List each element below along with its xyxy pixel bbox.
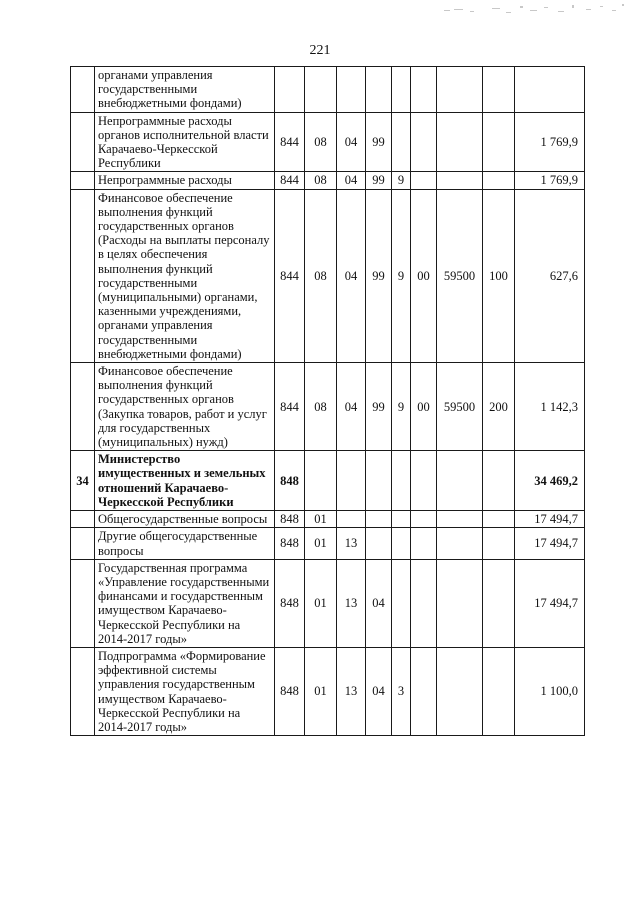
amount-cell: 1 769,9 <box>515 112 585 172</box>
row-index <box>71 189 95 362</box>
table-row <box>71 189 585 362</box>
row-index: 34 <box>71 451 95 511</box>
expense-type-code <box>483 647 515 735</box>
subsection-code: 13 <box>337 647 366 735</box>
ministry-code: 848 <box>275 451 305 511</box>
table-row <box>71 112 585 172</box>
section-code: 08 <box>305 189 337 362</box>
expense-code: 59500 <box>437 363 483 451</box>
direction-code <box>411 511 437 528</box>
subsection-code: 04 <box>337 363 366 451</box>
subsection-code <box>337 67 366 113</box>
subprogram-code <box>392 511 411 528</box>
direction-code <box>411 67 437 113</box>
expense-code <box>437 451 483 511</box>
direction-code <box>411 559 437 647</box>
direction-code: 00 <box>411 189 437 362</box>
amount-cell: 1 100,0 <box>515 647 585 735</box>
subsection-code: 04 <box>337 172 366 189</box>
subsection-code <box>337 511 366 528</box>
subsection-code: 13 <box>337 559 366 647</box>
subprogram-code <box>392 451 411 511</box>
row-name: Финансовое обеспечение выполнения функций государственных органов (Закупка товаров, работ и услуг для государственных (муниципальных) нужд) <box>95 363 275 451</box>
expense-type-code <box>483 528 515 559</box>
row-index <box>71 67 95 113</box>
subprogram-code: 3 <box>392 647 411 735</box>
expense-type-code <box>483 511 515 528</box>
program-code: 99 <box>366 363 392 451</box>
amount-cell: 1 769,9 <box>515 172 585 189</box>
direction-code: 00 <box>411 363 437 451</box>
row-index <box>71 112 95 172</box>
program-code: 04 <box>366 559 392 647</box>
subprogram-code <box>392 559 411 647</box>
section-code: 08 <box>305 112 337 172</box>
section-code <box>305 67 337 113</box>
row-name: Непрограммные расходы органов исполнительной власти Карачаево-Черкесской Республики <box>95 112 275 172</box>
table-row <box>71 511 585 528</box>
program-code: 99 <box>366 189 392 362</box>
program-code <box>366 451 392 511</box>
table-body <box>71 67 585 736</box>
direction-code <box>411 647 437 735</box>
subprogram-code <box>392 67 411 113</box>
table-row <box>71 67 585 113</box>
section-code: 08 <box>305 172 337 189</box>
expense-type-code <box>483 112 515 172</box>
row-name: Непрограммные расходы <box>95 172 275 189</box>
row-name: Финансовое обеспечение выполнения функций государственных органов (Расходы на выплаты персоналу в целях обеспечения выполнения функций государственными (муниципальными) органами, казенными учреждениями, органами управления государственными внебюджетными фондами) <box>95 189 275 362</box>
row-name: Общегосударственные вопросы <box>95 511 275 528</box>
expense-type-code: 200 <box>483 363 515 451</box>
page-number: 221 <box>309 43 331 58</box>
subprogram-code: 9 <box>392 363 411 451</box>
ministry-code: 844 <box>275 189 305 362</box>
row-index <box>71 528 95 559</box>
direction-code <box>411 112 437 172</box>
expense-code <box>437 67 483 113</box>
direction-code <box>411 451 437 511</box>
row-name: органами управления государственными внебюджетными фондами) <box>95 67 275 113</box>
table-row <box>71 451 585 511</box>
ministry-code: 844 <box>275 112 305 172</box>
amount-cell: 627,6 <box>515 189 585 362</box>
subsection-code: 13 <box>337 528 366 559</box>
amount-cell: 17 494,7 <box>515 528 585 559</box>
section-code: 08 <box>305 363 337 451</box>
direction-code <box>411 528 437 559</box>
expense-type-code <box>483 559 515 647</box>
table-row <box>71 647 585 735</box>
subprogram-code: 9 <box>392 189 411 362</box>
subprogram-code <box>392 112 411 172</box>
section-code: 01 <box>305 511 337 528</box>
program-code: 99 <box>366 112 392 172</box>
amount-cell: 1 142,3 <box>515 363 585 451</box>
expense-type-code <box>483 172 515 189</box>
program-code <box>366 67 392 113</box>
table-row <box>71 172 585 189</box>
table-row <box>71 363 585 451</box>
amount-cell: 17 494,7 <box>515 559 585 647</box>
section-code: 01 <box>305 559 337 647</box>
expense-code <box>437 528 483 559</box>
ministry-code <box>275 67 305 113</box>
expense-code: 59500 <box>437 189 483 362</box>
section-code <box>305 451 337 511</box>
ministry-code: 844 <box>275 172 305 189</box>
row-name: Государственная программа «Управление государственными финансами и государственным имуществом Карачаево-Черкесской Республики на 2014-2017 годы» <box>95 559 275 647</box>
section-code: 01 <box>305 647 337 735</box>
expense-type-code <box>483 67 515 113</box>
expense-code <box>437 647 483 735</box>
table-row <box>71 528 585 559</box>
ministry-code: 848 <box>275 511 305 528</box>
table-row <box>71 559 585 647</box>
expense-type-code: 100 <box>483 189 515 362</box>
row-index <box>71 647 95 735</box>
row-name: Подпрограмма «Формирование эффективной системы управления государственным имуществом Карачаево-Черкесской Республики на 2014-2017 годы» <box>95 647 275 735</box>
program-code: 99 <box>366 172 392 189</box>
row-index <box>71 511 95 528</box>
program-code: 04 <box>366 647 392 735</box>
expense-code <box>437 172 483 189</box>
program-code <box>366 511 392 528</box>
section-code: 01 <box>305 528 337 559</box>
direction-code <box>411 172 437 189</box>
subsection-code <box>337 451 366 511</box>
expense-code <box>437 511 483 528</box>
amount-cell: 34 469,2 <box>515 451 585 511</box>
ministry-code: 848 <box>275 647 305 735</box>
amount-cell: 17 494,7 <box>515 511 585 528</box>
row-index <box>71 363 95 451</box>
budget-table <box>70 66 585 736</box>
ministry-code: 844 <box>275 363 305 451</box>
expense-code <box>437 559 483 647</box>
row-name: Министерство имущественных и земельных отношений Карачаево-Черкесской Республики <box>95 451 275 511</box>
program-code <box>366 528 392 559</box>
amount-cell <box>515 67 585 113</box>
row-index <box>71 172 95 189</box>
ministry-code: 848 <box>275 528 305 559</box>
subprogram-code <box>392 528 411 559</box>
subsection-code: 04 <box>337 112 366 172</box>
row-name: Другие общегосударственные вопросы <box>95 528 275 559</box>
expense-code <box>437 112 483 172</box>
expense-type-code <box>483 451 515 511</box>
subprogram-code: 9 <box>392 172 411 189</box>
row-index <box>71 559 95 647</box>
subsection-code: 04 <box>337 189 366 362</box>
scan-noise <box>440 2 630 16</box>
ministry-code: 848 <box>275 559 305 647</box>
